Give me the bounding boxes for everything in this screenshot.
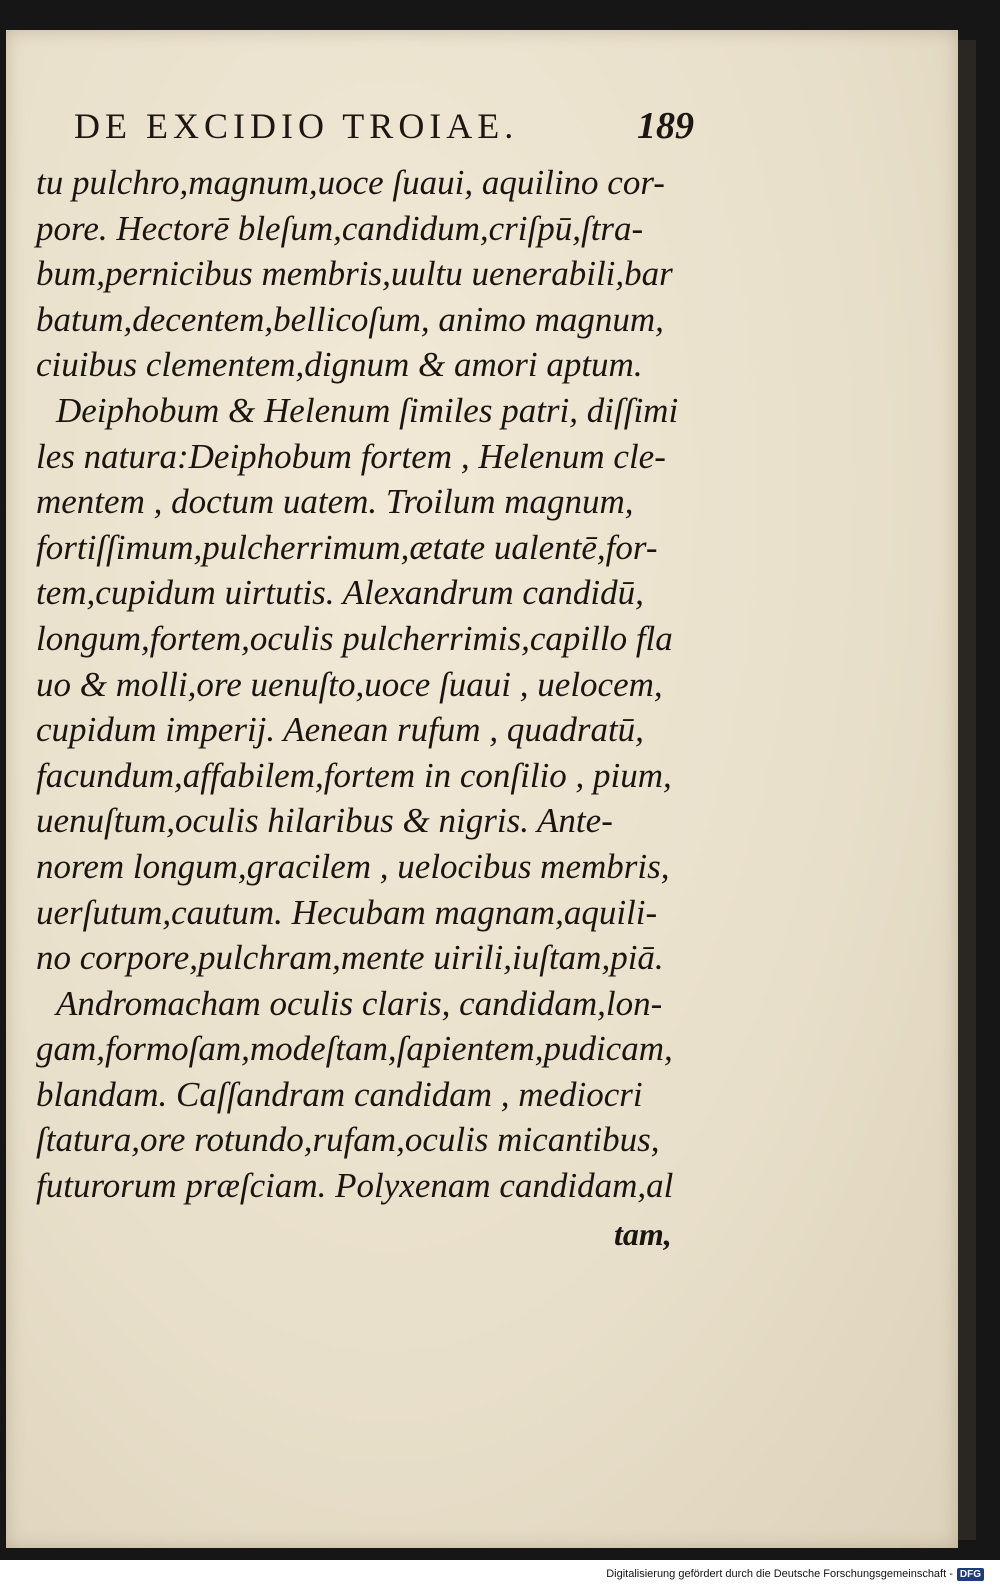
- text-line: cupidum imperij. Aenean rufum , quadratū,: [36, 710, 644, 750]
- digitization-footer: [0, 1560, 1000, 1588]
- text-line: Deiphobum & Helenum ſimiles patri, diſſimi: [56, 390, 679, 430]
- page-number: 189: [637, 105, 694, 147]
- catchword: tam,: [614, 1216, 672, 1252]
- text-line: les natura:Deiphobum fortem , Helenum cle-: [36, 436, 666, 476]
- text-line: uenuſtum,oculis hilaribus & nigris. Ante-: [36, 801, 613, 841]
- funding-credit: Digitalisierung gefördert durch die Deutsche Forschungsgemeinschaft -: [606, 1568, 953, 1580]
- text-line: batum,decentem,bellicoſum, animo magnum,: [36, 299, 664, 339]
- text-line: uerſutum,cautum. Hecubam magnam,aquili-: [36, 892, 658, 932]
- text-line: tu pulchro,magnum,uoce ſuaui, aquilino cor-: [36, 163, 665, 202]
- running-head: [74, 104, 694, 154]
- text-line: mentem , doctum uatem. Troilum magnum,: [36, 482, 634, 522]
- text-line: fortiſſimum,pulcherrimum,ætate ualentē,for-: [36, 527, 658, 567]
- text-line: gam,formoſam,modeſtam,ſapientem,pudicam,: [36, 1029, 673, 1069]
- text-line: tem,cupidum uirtutis. Alexandrum candidū,: [36, 573, 644, 613]
- text-line: uo & molli,ore uenuſto,uoce ſuaui , uelocem,: [36, 664, 663, 704]
- text-line: facundum,affabilem,fortem in conſilio , pium,: [36, 755, 672, 795]
- text-line: ciuibus clementem,dignum & amori aptum.: [36, 345, 643, 385]
- text-line: norem longum,gracilem , uelocibus membris,: [36, 846, 670, 886]
- text-line: ſtatura,ore rotundo,rufam,oculis micantibus,: [36, 1120, 660, 1160]
- dfg-logo: DFG: [957, 1568, 984, 1581]
- text-line: blandam. Caſſandram candidam , mediocri: [36, 1074, 643, 1114]
- body-text: [36, 160, 696, 1209]
- text-line: bum,pernicibus membris,uultu uenerabili,bar: [36, 254, 673, 294]
- text-line: futurorum præſciam. Polyxenam candidam,al: [36, 1166, 674, 1206]
- text-line: pore. Hectorē bleſum,candidum,criſpū,ſtra-: [36, 208, 644, 248]
- text-line: Andromacham oculis claris, candidam,lon-: [56, 983, 663, 1023]
- running-title: DE EXCIDIO TROIAE.: [74, 106, 519, 146]
- text-line: longum,fortem,oculis pulcherrimis,capillo fla: [36, 618, 673, 658]
- page-edge: [958, 40, 976, 1540]
- text-line: no corpore,pulchram,mente uirili,iuſtam,piā.: [36, 938, 664, 978]
